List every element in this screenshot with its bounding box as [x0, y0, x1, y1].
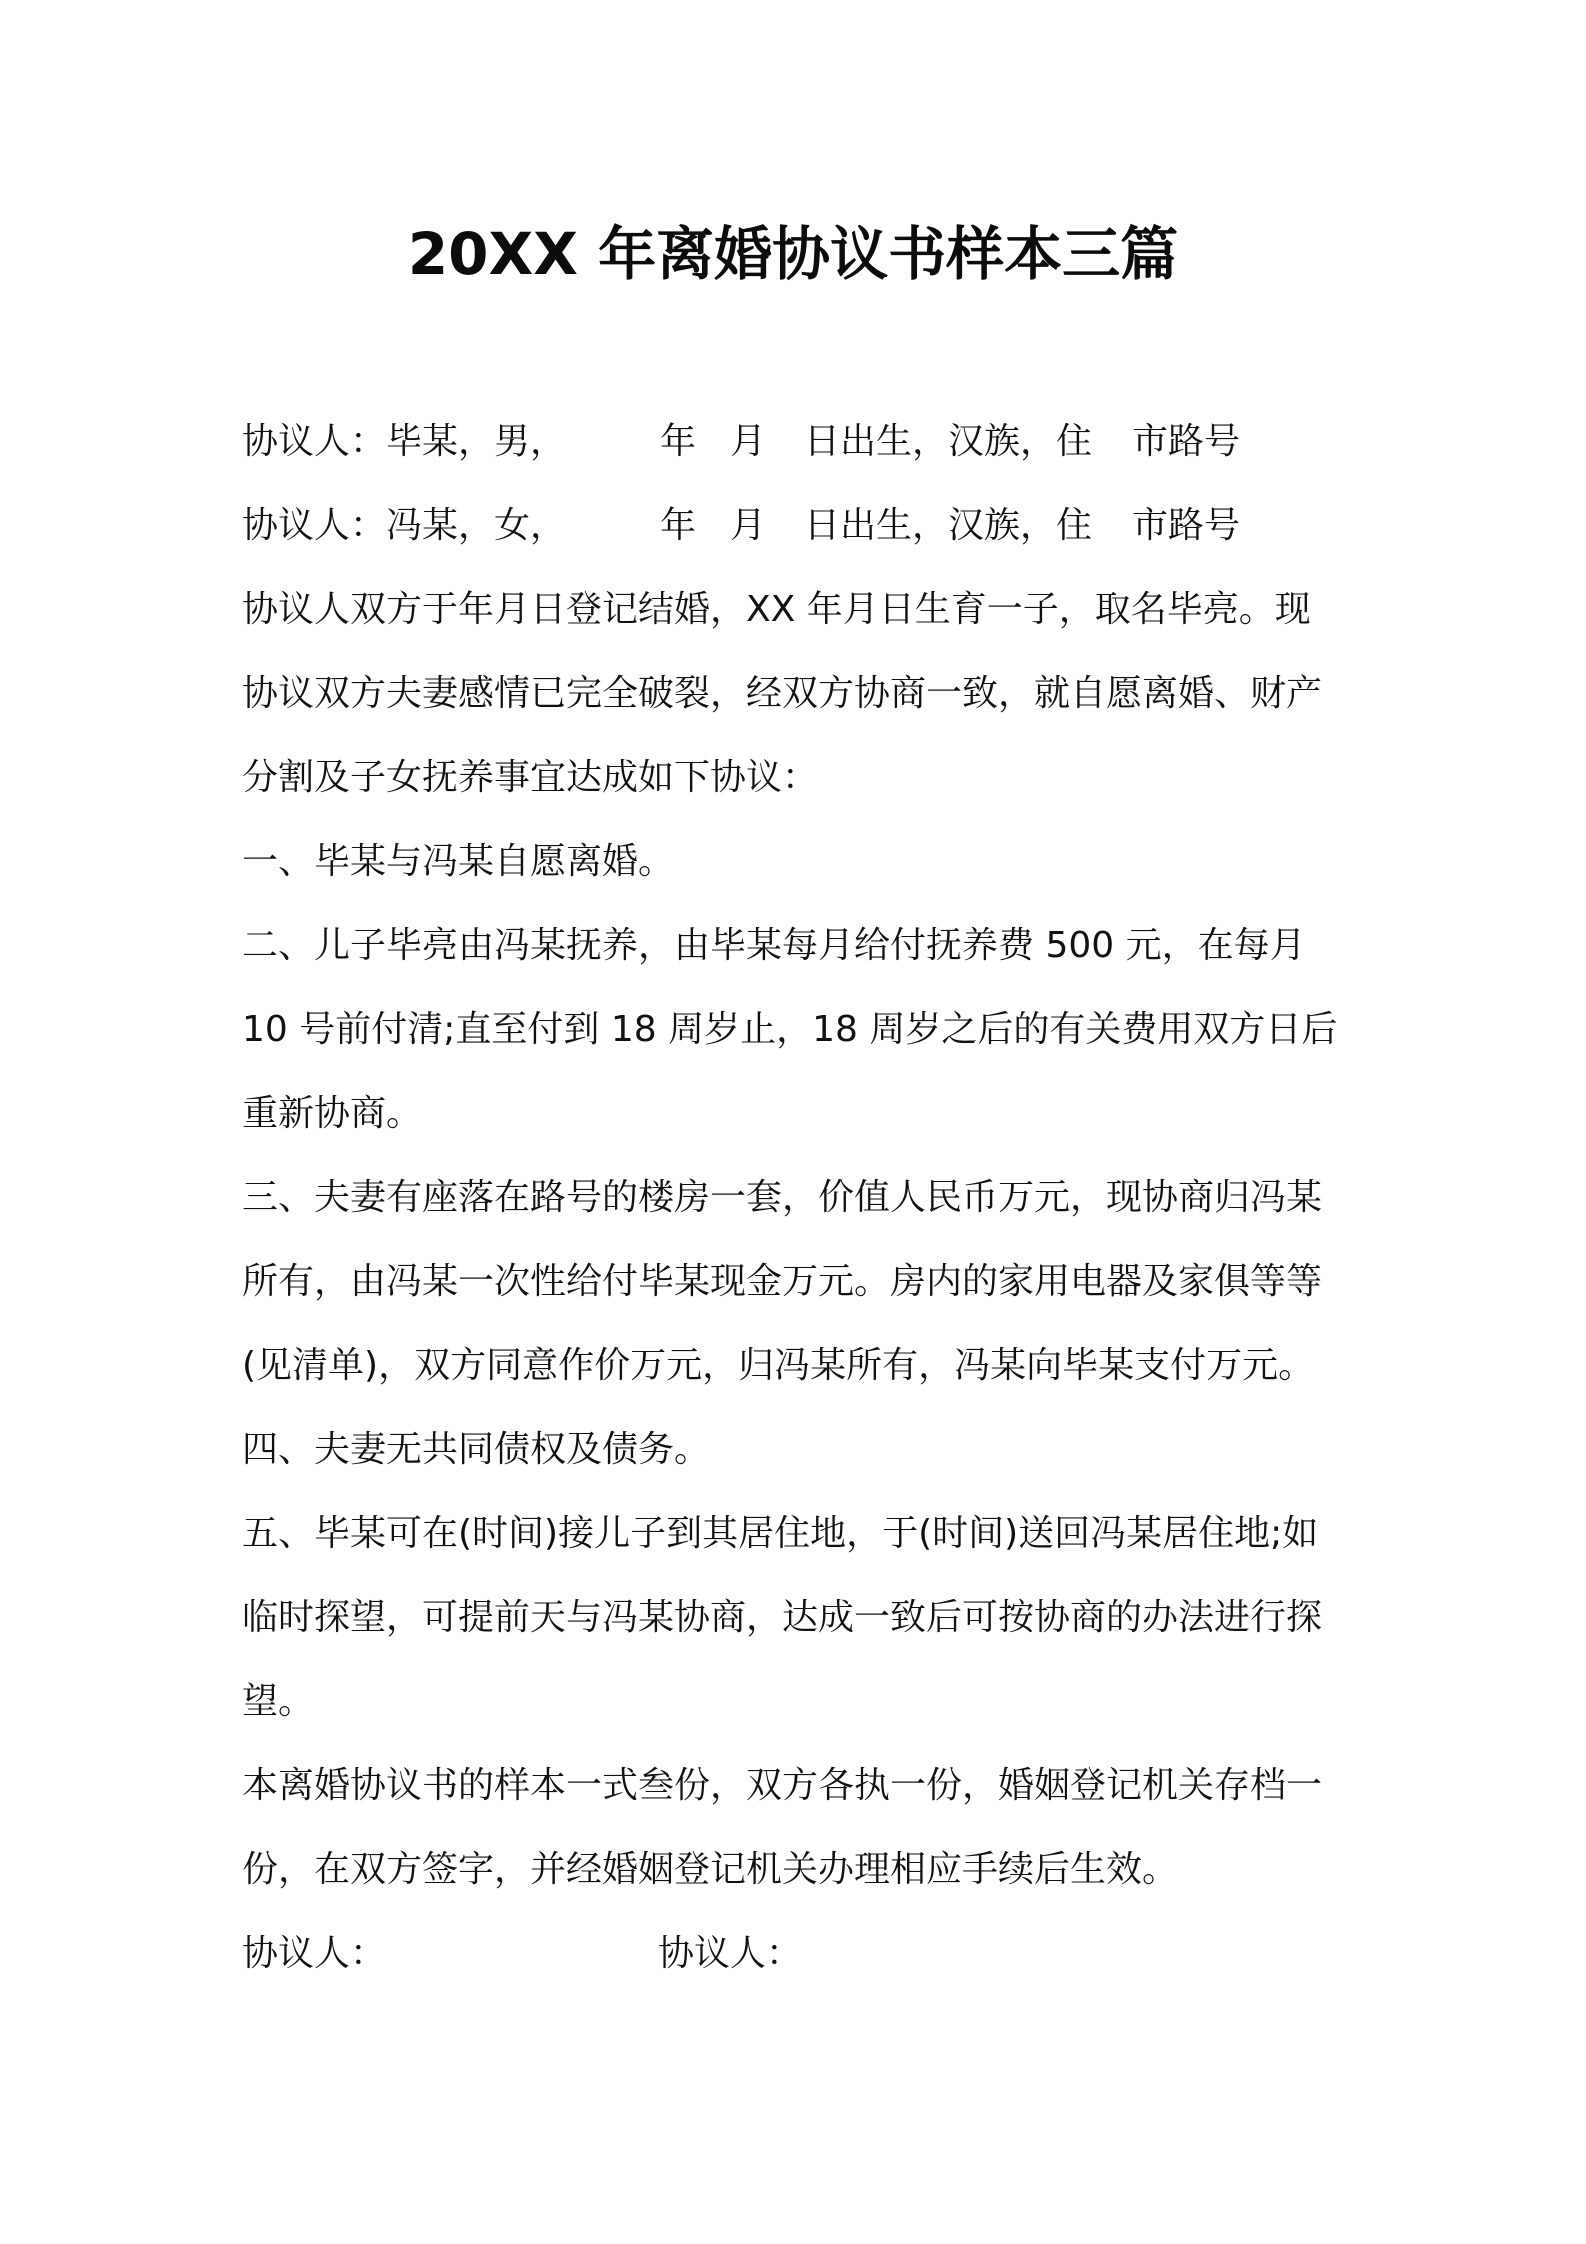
clause-4: 四、夫妻无共同债权及债务。	[242, 1429, 711, 1470]
body-line: 协议人双方于年月日登记结婚，XX 年月日生育一子，取名毕亮。现	[242, 589, 1311, 630]
party2-year: 年	[660, 505, 697, 546]
party1-prefix: 协议人：毕某，男，	[242, 421, 567, 462]
body-line: (见清单)，双方同意作价万元，归冯某所有，冯某向毕某支付万元。	[242, 1345, 1315, 1386]
party1-year: 年	[660, 421, 697, 462]
body-line: 份，在双方签字，并经婚姻登记机关办理相应手续后生效。	[242, 1849, 1179, 1890]
party1-born: 日出生，汉族，住	[804, 421, 1093, 462]
body-line: 重新协商。	[242, 1093, 423, 1134]
body-line: 分割及子女抚养事宜达成如下协议：	[242, 757, 819, 798]
document-body	[242, 400, 1352, 1996]
party2-prefix: 协议人：冯某，女，	[242, 505, 567, 546]
party2-month: 月	[730, 505, 767, 546]
body-line: 临时探望，可提前天与冯某协商，达成一致后可按协商的办法进行探	[242, 1597, 1323, 1638]
clause-3: 三、夫妻有座落在路号的楼房一套，价值人民币万元，现协商归冯某	[242, 1177, 1323, 1218]
party1-month: 月	[730, 421, 767, 462]
closing-paragraph: 本离婚协议书的样本一式叁份，双方各执一份，婚姻登记机关存档一	[242, 1765, 1323, 1806]
party2-city: 市路号	[1132, 505, 1241, 546]
party1-city: 市路号	[1132, 421, 1241, 462]
clause-5: 五、毕某可在(时间)接儿子到其居住地，于(时间)送回冯某居住地;如	[242, 1513, 1319, 1554]
clause-1: 一、毕某与冯某自愿离婚。	[242, 841, 675, 882]
body-line: 协议双方夫妻感情已完全破裂，经双方协商一致，就自愿离婚、财产	[242, 673, 1323, 714]
document-title: 20XX 年离婚协议书样本三篇	[407, 220, 1179, 288]
signature-right-label: 协议人：	[658, 1933, 803, 1974]
body-line: 所有，由冯某一次性给付毕某现金万元。房内的家用电器及家俱等等	[242, 1261, 1323, 1302]
signature-line	[242, 1912, 1352, 1996]
body-line: 望。	[242, 1681, 315, 1722]
party-line-2	[242, 484, 1352, 568]
party-line-1	[242, 400, 1352, 484]
signature-left-label: 协议人：	[242, 1933, 387, 1974]
body-line: 10 号前付清;直至付到 18 周岁止，18 周岁之后的有关费用双方日后	[242, 1009, 1338, 1050]
clause-2: 二、儿子毕亮由冯某抚养，由毕某每月给付抚养费 500 元，在每月	[242, 925, 1306, 966]
party2-born: 日出生，汉族，住	[804, 505, 1093, 546]
